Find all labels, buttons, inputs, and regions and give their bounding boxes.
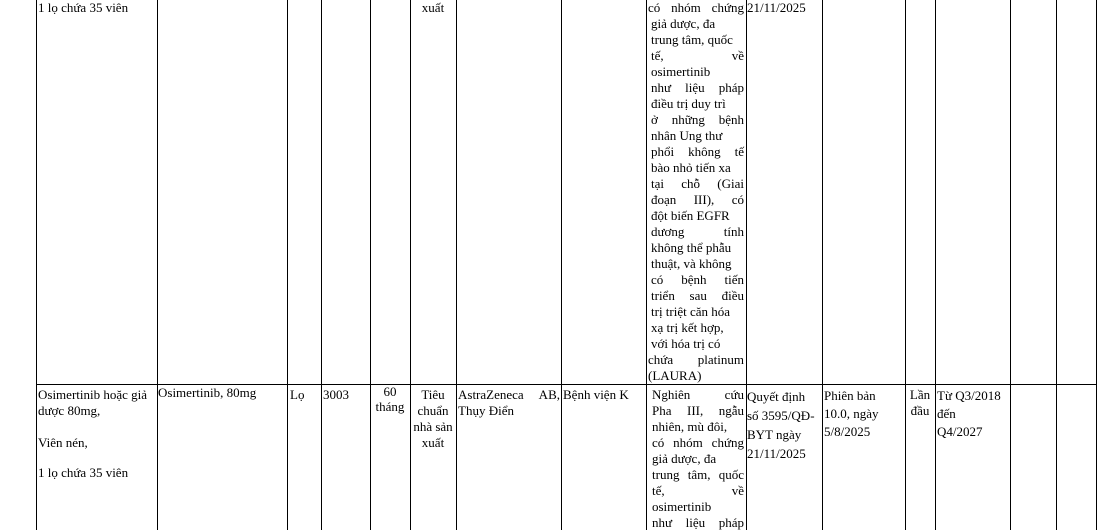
text-line: nhiên, mù đôi, [652, 419, 728, 434]
row2-version [824, 387, 904, 441]
text-line: chuẩn [417, 403, 449, 418]
text-line: 60 [383, 384, 397, 399]
text-line: 21/11/2025 [747, 446, 806, 461]
text-line: không thể phẫu [651, 240, 732, 255]
col-line [36, 0, 37, 530]
text-line: Lần [909, 387, 931, 402]
row1-standard-tail: xuất [421, 0, 445, 15]
text-line: trung tâm, quốc [652, 467, 744, 482]
text-line: osimertinib [651, 64, 711, 79]
col-line [1056, 0, 1057, 530]
row2-standard [411, 387, 455, 451]
row2-quantity: 3003 [323, 387, 349, 402]
text-line: có bệnh tiến [651, 272, 744, 287]
text-line: có nhóm chứng [652, 435, 744, 450]
text-line: Thụy Điển [458, 403, 514, 418]
row2-import-type [906, 387, 934, 419]
text-line: Tiêu [421, 387, 445, 402]
text-line: trung tâm, quốc [651, 32, 733, 47]
row2-manufacturer [458, 387, 560, 419]
text-line: Từ Q3/2018 [937, 388, 1001, 403]
col-line [370, 0, 371, 530]
row1-design-tail [648, 0, 744, 384]
text-line: đầu [910, 403, 930, 418]
text-line: đến [937, 406, 956, 421]
text-line: giả dược, đa [651, 16, 716, 31]
text-line: thuật, và không [651, 256, 732, 271]
row2-shelf-life [371, 384, 409, 414]
text-line: tế, về [652, 483, 744, 498]
text-line: đoạn III), có [651, 192, 744, 207]
text-line: AstraZeneca AB, [458, 387, 560, 402]
text-line: Quyết định [747, 389, 806, 404]
text-line: xuất [421, 435, 445, 450]
text-line: Phiên bản [824, 388, 876, 403]
text-line: BYT ngày [747, 427, 802, 442]
row2-unit: Lọ [290, 387, 305, 402]
product-form: Viên nén, [38, 435, 88, 450]
col-line [1096, 0, 1097, 530]
col-line [321, 0, 322, 530]
col-line [935, 0, 936, 530]
col-line [287, 0, 288, 530]
product-name: Osimertinib hoặc giả dược 80mg, [38, 387, 148, 418]
text-line: Nghiên cứu [652, 387, 744, 402]
text-line: ở những bệnh [651, 112, 744, 127]
text-line: xạ trị kết hợp, [651, 320, 724, 335]
row2-ingredient: Osimertinib, 80mg [158, 385, 257, 400]
text-line: có nhóm chứng [648, 0, 744, 15]
text-line: tại chỗ (Giai [651, 176, 744, 191]
col-line [646, 0, 647, 530]
col-line [905, 0, 906, 530]
row2-decision [747, 387, 821, 463]
text-line: nhân Ung thư [651, 128, 723, 143]
text-line: giả dược, đa [652, 451, 717, 466]
row2-design [648, 387, 744, 531]
text-line: trị triệt căn hóa [651, 304, 731, 319]
row2-period [937, 387, 1009, 441]
row1-product-tail: 1 lọ chứa 35 viên [38, 0, 129, 15]
text-line: Q4/2027 [937, 424, 983, 439]
text-line: triển sau điều [651, 288, 744, 303]
text-line: tế, về [651, 48, 744, 63]
text-line: Pha III, ngẫu [652, 403, 744, 418]
text-line: osimertinib [652, 499, 712, 514]
text-line: như liệu pháp [651, 80, 744, 95]
row2-site: Bệnh viện K [563, 387, 629, 402]
text-line: bào nhỏ tiến xa [651, 160, 731, 175]
row2-product [38, 387, 156, 481]
text-line: số 3595/QĐ- [747, 408, 815, 423]
text-line: như liệu pháp [652, 515, 744, 530]
text-line: 5/8/2025 [824, 424, 871, 439]
text-line: điều trị duy trì [651, 96, 726, 111]
row1-decision-tail: 21/11/2025 [747, 0, 806, 15]
text-line: 10.0, ngày [824, 406, 879, 421]
text-line: nhà sản [413, 419, 453, 434]
text-line: dương tính [651, 224, 744, 239]
text-line: phổi không tế [651, 144, 744, 159]
text-line: (LAURA) [648, 368, 702, 383]
col-line [561, 0, 562, 530]
text-line: với hóa trị có [651, 336, 721, 351]
col-line [822, 0, 823, 530]
text-line: chứa platinum [648, 352, 744, 367]
col-line [157, 0, 158, 530]
col-line [456, 0, 457, 530]
product-pack: 1 lọ chứa 35 viên [38, 465, 129, 480]
text-line: đột biến EGFR [651, 208, 730, 223]
text-line: tháng [375, 399, 405, 414]
col-line [1010, 0, 1011, 530]
